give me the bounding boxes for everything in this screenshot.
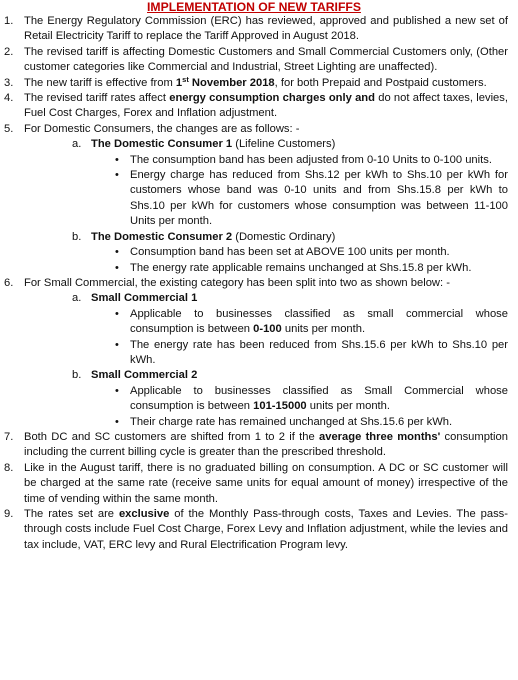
bullet-text: units per month.	[281, 323, 366, 336]
item-text: consumption including the current billing cycle is greater than the prescribed threshold.	[24, 430, 508, 459]
bullet-icon: •	[115, 338, 119, 351]
list-item-5	[0, 122, 508, 137]
item-number: 8.	[4, 461, 14, 474]
bullet-icon: •	[115, 384, 119, 397]
item-number: 6.	[4, 276, 14, 289]
sub-item-text: (Lifeline Customers)	[232, 138, 336, 151]
item-text: The Energy Regulatory Commission (ERC) has reviewed, approved and published a new set of Retail Electricity Tariff to replace the Tariff Approved in August 2018.	[24, 15, 508, 43]
item-text: For Domestic Consumers, the changes are as follows: -	[24, 122, 300, 135]
item-text: of the Monthly Pass-through costs, Taxes and Levies. The pass-through costs include Fuel Cost Charge, Forex Levy and Inflation adjustment, while the levies and tax include, VAT, ERC levy and Rural Electrification Program levy.	[24, 508, 508, 551]
bullet-icon: •	[115, 153, 119, 166]
list-item-2	[0, 45, 508, 76]
item-number: 1.	[4, 15, 14, 27]
item-text: , for both Prepaid and Postpaid customers.	[274, 76, 487, 89]
effective-date: 1st November 2018	[175, 74, 275, 89]
sub-item-letter: a.	[72, 292, 82, 305]
item-text: For Small Commercial, the existing category has been split into two as shown below: -	[24, 276, 450, 289]
emphasis-text: 101-15000	[253, 400, 307, 413]
bullet-text: The energy rate has been reduced from Shs.15.6 per kWh to Shs.10 per kWh.	[130, 338, 508, 366]
sub-item-6a	[0, 291, 508, 306]
bullet-text: Consumption band has been set at ABOVE 100 units per month.	[130, 246, 450, 259]
item-number: 5.	[4, 122, 14, 135]
bullet-item	[0, 338, 508, 369]
emphasis-text: average three months'	[319, 430, 441, 443]
bullet-item	[0, 415, 508, 430]
list-item-4	[0, 91, 508, 122]
sub-item-heading: The Domestic Consumer 1	[91, 138, 233, 151]
sub-item-letter: b.	[72, 369, 82, 382]
bullet-icon: •	[115, 261, 119, 274]
list-item-6	[0, 276, 508, 291]
bullet-text: The energy rate applicable remains unchanged at Shs.15.8 per kWh.	[130, 261, 472, 274]
list-item-1	[0, 14, 508, 45]
sub-item-6b	[0, 368, 508, 383]
item-number: 7.	[4, 430, 14, 443]
emphasis-text: energy consumption charges only and	[169, 92, 375, 105]
sub-item-letter: a.	[72, 138, 82, 151]
item-text: The new tariff is effective from	[24, 76, 176, 89]
bullet-text: Applicable to businesses classified as Small Commercial whose consumption is between	[130, 384, 508, 413]
bullet-icon: •	[115, 169, 119, 182]
list-item-7	[0, 430, 508, 461]
bullet-item	[0, 153, 508, 168]
bullet-item	[0, 245, 508, 260]
bullet-text: Their charge rate has remained unchanged at Shs.15.6 per kWh.	[130, 415, 453, 428]
list-item-8	[0, 461, 508, 507]
emphasis-text: exclusive	[118, 508, 170, 520]
sub-item-letter: b.	[72, 230, 82, 243]
item-number: 9.	[4, 508, 14, 520]
item-text: Like in the August tariff, there is no graduated billing on consumption. A DC or SC customer will be charged at the same rate (receive same units for equal amount of money) irrespective of the time of vending within the same month.	[24, 461, 508, 505]
item-text: Both DC and SC customers are shifted from 1 to 2 if the	[24, 430, 319, 443]
bullet-text: units per month.	[306, 400, 390, 413]
bullet-item	[0, 384, 508, 415]
item-number: 4.	[4, 92, 14, 105]
sub-item-text: (Domestic Ordinary)	[232, 230, 336, 243]
bullet-item	[0, 168, 508, 230]
document-title: IMPLEMENTATION OF NEW TARIFFS	[147, 0, 361, 14]
list-item-3	[0, 76, 508, 91]
item-text: do not affect taxes, levies, Fuel Cost Charges, Forex and Inflation adjustment.	[24, 92, 508, 120]
item-text: The revised tariff is affecting Domestic Customers and Small Commercial Customers only, (Other customer categories like Commercial and Industrial, Street Lighting are unaffected).	[24, 45, 508, 74]
bullet-icon: •	[115, 415, 119, 428]
bullet-text: The consumption band has been adjusted from 0-10 Units to 0-100 units.	[130, 153, 492, 166]
sub-item-5b	[0, 230, 508, 245]
bullet-text: Energy charge has reduced from Shs.12 per kWh to Shs.10 per kWh for customers whose band was 0-10 units and from Shs.15.8 per kWh to Shs.10 per kWh for customers whose consumption was between 11-100 Units per month.	[130, 169, 508, 228]
list-item-9	[0, 507, 508, 553]
emphasis-text: 0-100	[253, 323, 282, 336]
item-number: 3.	[4, 76, 14, 89]
bullet-item	[0, 261, 508, 276]
item-number: 2.	[4, 45, 14, 58]
bullet-icon: •	[115, 307, 119, 320]
item-text: The revised tariff rates affect	[24, 92, 170, 105]
bullet-icon: •	[115, 246, 119, 259]
bullet-text: Applicable to businesses classified as small commercial whose consumption is between	[130, 307, 508, 336]
sub-item-heading: Small Commercial 2	[91, 369, 198, 382]
sub-item-heading: Small Commercial 1	[91, 292, 198, 305]
bullet-item	[0, 307, 508, 338]
sub-item-heading: The Domestic Consumer 2	[91, 230, 233, 243]
item-text: The rates set are	[24, 508, 119, 520]
sub-item-5a	[0, 137, 508, 152]
